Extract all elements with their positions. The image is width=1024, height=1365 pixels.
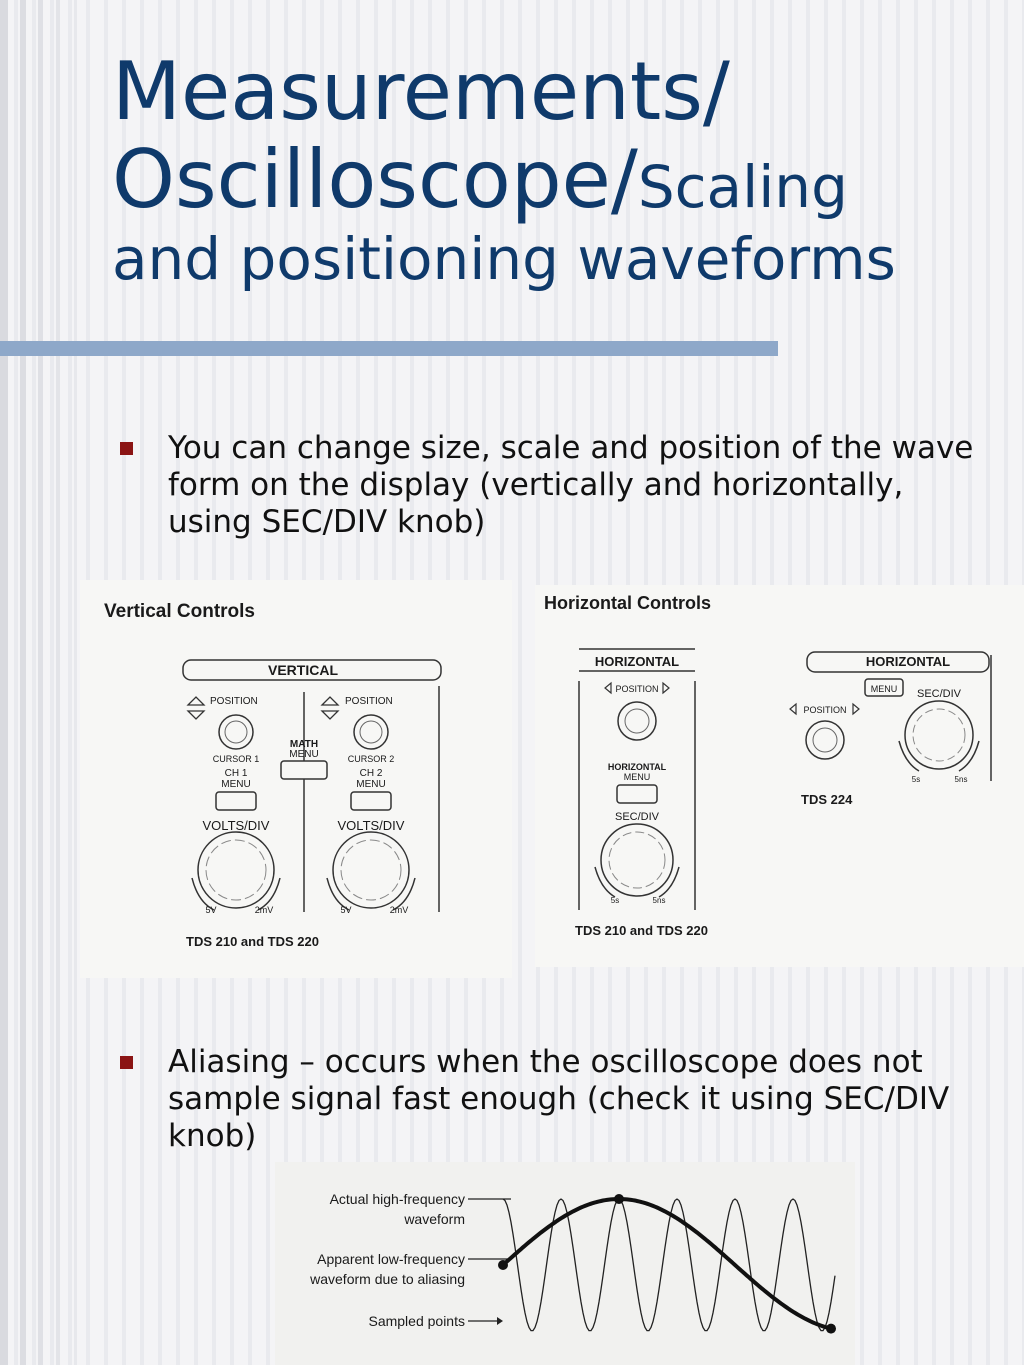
title-divider (0, 341, 778, 356)
alt-secdiv-label: SEC/DIV (916, 688, 962, 700)
label-apparent-1: Apparent low-frequency (317, 1251, 465, 1267)
sampled-point (826, 1324, 836, 1334)
alt-position-knob[interactable] (806, 721, 844, 759)
horiz-position-label: POSITION (615, 684, 659, 694)
ch1-menu-button[interactable] (216, 792, 256, 810)
ch2-position-knob-inner (360, 721, 382, 743)
position-arrows-icon (322, 697, 338, 719)
bullet-text-1: You can change size, scale and position of the wave form on the display (vertically and horizontally, using SEC/DIV knob) (168, 430, 974, 540)
ch1-volts-knob[interactable] (198, 832, 274, 908)
ch1-position-knob[interactable] (219, 715, 253, 749)
horiz-secdiv-knob[interactable] (601, 824, 673, 896)
sampled-point (498, 1260, 508, 1270)
ch2-position-knob[interactable] (354, 715, 388, 749)
alt-model-label: TDS 224 (801, 792, 853, 807)
alt-secdiv-knob[interactable] (905, 701, 973, 769)
channel-2-controls (322, 696, 415, 915)
position-arrows-icon (188, 697, 204, 719)
alt-range-high: 5ns (954, 775, 968, 784)
math-label-1: MATH (289, 739, 319, 750)
alt-group-label: HORIZONTAL (865, 654, 951, 669)
vertical-group-label: VERTICAL (268, 662, 338, 678)
ch2-volts-knob-grip (341, 840, 401, 900)
ch2-menu-button[interactable] (351, 792, 391, 810)
alt-range-low: 5s (911, 775, 921, 784)
label-sampled: Sampled points (368, 1313, 465, 1329)
label-actual-1: Actual high-frequency (329, 1191, 465, 1207)
horiz-range-low: 5s (610, 896, 620, 905)
slide-title (112, 45, 992, 293)
vertical-controls-figure (80, 580, 512, 978)
bullet-text-2: Aliasing – occurs when the oscilloscope does not sample signal fast enough (check it using SEC/DIV knob) (168, 1044, 950, 1154)
horiz-menu-label-1: HORIZONTAL (607, 762, 667, 772)
math-menu-button[interactable] (281, 761, 327, 779)
ch1-range-low: 5V (205, 905, 217, 915)
ch2-volts-knob[interactable] (333, 832, 409, 908)
horiz-position-knob[interactable] (618, 702, 656, 740)
ch1-menu-label-1: CH 1 (224, 768, 248, 779)
vertical-model-label: TDS 210 and TDS 220 (186, 934, 319, 949)
title-line-1: Measurements/ (112, 45, 730, 138)
horiz-secdiv-label: SEC/DIV (614, 811, 660, 823)
ch1-position-label: POSITION (210, 696, 258, 707)
horiz-rotate-right-icon (659, 867, 679, 897)
title-line-2 (112, 133, 992, 226)
alt-rotate-right-icon (959, 741, 979, 771)
cursor1-label: CURSOR 1 (212, 754, 260, 764)
horiz-rotate-left-icon (595, 867, 615, 897)
alt-position-label: POSITION (803, 705, 847, 715)
horiz-model-label: TDS 210 and TDS 220 (575, 923, 708, 938)
pointer-sampled-arrowhead (497, 1317, 503, 1325)
horiz-position-knob-inner (625, 709, 649, 733)
vertical-controls-diagram (80, 580, 512, 978)
title-line-2-main: Oscilloscope/ (112, 133, 638, 226)
label-actual-2: waveform (404, 1211, 465, 1227)
alt-secdiv-knob-grip (913, 709, 965, 761)
alt-position-knob-inner (813, 728, 837, 752)
alt-rotate-left-icon (899, 741, 919, 771)
ch2-menu-label-1: CH 2 (359, 768, 383, 779)
vertical-heading: Vertical Controls (104, 601, 255, 622)
horiz-menu-label-2: MENU (623, 772, 651, 782)
bullet-item-1 (118, 430, 978, 541)
bullet-marker-icon (120, 1056, 133, 1069)
ch2-volts-label: VOLTS/DIV (337, 818, 405, 833)
bullet-marker-icon (120, 442, 133, 455)
ch1-range-high: 2mV (254, 905, 274, 915)
ch2-menu-label-2: MENU (356, 779, 386, 790)
horizontal-heading: Horizontal Controls (544, 593, 711, 613)
horiz-menu-button[interactable] (617, 785, 657, 803)
math-label-2: MENU (289, 749, 319, 760)
aliasing-diagram (275, 1162, 855, 1365)
horiz-range-high: 5ns (652, 896, 666, 905)
channel-1-controls (188, 696, 280, 915)
ch2-range-low: 5V (340, 905, 352, 915)
sampled-point (614, 1194, 624, 1204)
ch1-volts-label: VOLTS/DIV (202, 818, 270, 833)
ch2-range-high: 2mV (389, 905, 409, 915)
ch1-menu-label-2: MENU (221, 779, 251, 790)
title-line-3: and positioning waveforms (112, 225, 896, 293)
horiz-secdiv-knob-grip (609, 832, 665, 888)
bullet-item-2 (118, 1044, 978, 1155)
horizontal-controls-figure (535, 585, 1024, 967)
horizontal-controls-diagram (535, 585, 1024, 967)
ch2-position-label: POSITION (345, 696, 393, 707)
title-line-2-small: Scaling (637, 153, 848, 221)
aliasing-figure (275, 1162, 855, 1365)
ch1-position-knob-inner (225, 721, 247, 743)
horiz-group-label: HORIZONTAL (594, 654, 680, 669)
alt-menu-label: MENU (870, 684, 898, 694)
ch1-volts-knob-grip (206, 840, 266, 900)
actual-high-frequency-waveform (503, 1199, 835, 1331)
label-apparent-2: waveform due to aliasing (310, 1271, 465, 1287)
cursor2-label: CURSOR 2 (347, 754, 395, 764)
